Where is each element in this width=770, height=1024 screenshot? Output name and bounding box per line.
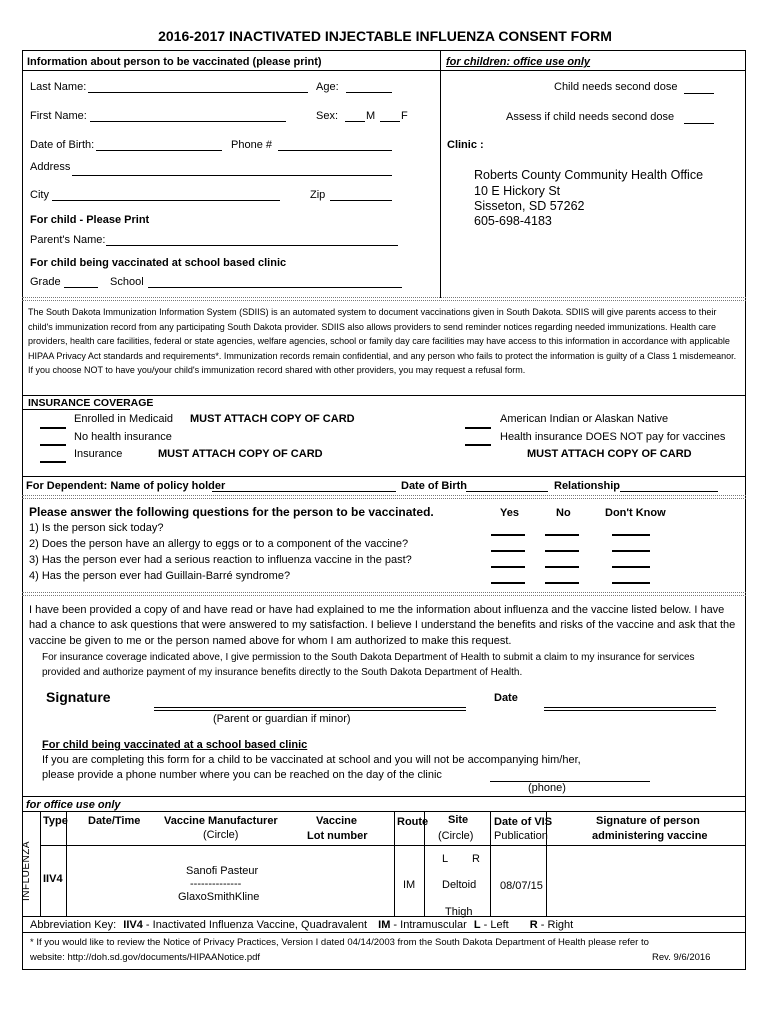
consent-text: I have been provided a copy of and have read or have had explained to me the information about influenza and the vaccine listed below. I have had a chance to ask questions that were answered to my satisfaction. I believe I understand the benefits and risks of the vaccine and ask that the vaccine be given to me or the person named above for whom I am authorized to make this request.: [29, 604, 736, 647]
last-name-input[interactable]: [88, 92, 308, 93]
relationship-label: Relationship: [554, 480, 621, 492]
header-signature: Signature of person: [596, 815, 700, 827]
clinic-phone: 605-698-4183: [474, 214, 552, 228]
header-manufacturer: Vaccine Manufacturer: [164, 815, 278, 827]
dependent-top-rule: [22, 476, 746, 477]
col-sep-vis: [490, 811, 491, 917]
question-3: 3) Has the person ever had a serious reaction to influenza vaccine in the past?: [29, 554, 412, 566]
age-label: Age:: [316, 81, 339, 93]
sex-f-input[interactable]: [380, 121, 400, 122]
phone-label: Phone #: [231, 139, 272, 151]
header-manufacturer-sub: (Circle): [203, 829, 239, 841]
q2-yes[interactable]: [491, 550, 525, 552]
yes-header: Yes: [500, 507, 519, 519]
q1-dont-know[interactable]: [612, 534, 650, 536]
col-sep-type: [40, 811, 41, 917]
abbrev-iiv4: IIV4: [123, 919, 143, 931]
address-input[interactable]: [72, 175, 392, 176]
header-lot-number: Lot number: [307, 830, 368, 842]
person-section-header: Information about person to be vaccinated (please print): [27, 56, 322, 68]
section-divider: [440, 50, 441, 298]
must-attach-no-pay: MUST ATTACH COPY OF CARD: [527, 448, 692, 460]
date-input[interactable]: [544, 707, 716, 711]
second-dose-label: Child needs second dose: [554, 81, 678, 93]
sex-label: Sex:: [316, 110, 339, 122]
row-site-right[interactable]: R: [472, 853, 480, 865]
q2-no[interactable]: [545, 550, 579, 552]
insurance-header: INSURANCE COVERAGE: [28, 397, 154, 409]
dob-label: Date of Birth:: [30, 139, 95, 151]
influenza-side-label: INFLUENZA: [21, 840, 32, 902]
header-vaccine: Vaccine: [316, 815, 357, 827]
row-manufacturer-2[interactable]: GlaxoSmithKline: [178, 891, 260, 903]
assess-second-dose-input[interactable]: [684, 123, 714, 124]
consent-insurance-text: For insurance coverage indicated above, I give permission to the South Dakota Department of Health to submit a claim to my insurance for services provided and authorize payment of my insurance benefits directly to the South Dakota Department of Health.: [42, 652, 695, 679]
dont-know-header: Don't Know: [605, 507, 666, 519]
abbrev-iiv4-text: - Inactivated Influenza Vaccine, Quadravalent: [142, 919, 368, 931]
row-site-deltoid[interactable]: Deltoid: [442, 879, 477, 891]
school-clinic-subheader: For child being vaccinated at a school based clinic: [42, 739, 308, 751]
abbrev-im: IM: [378, 919, 391, 931]
row-manufacturer-1[interactable]: Sanofi Pasteur: [186, 865, 259, 877]
dob-input[interactable]: [96, 150, 222, 151]
dependent-dob-label: Date of Birth: [401, 480, 467, 492]
medicaid-checkline[interactable]: [40, 427, 66, 429]
q1-no[interactable]: [545, 534, 579, 536]
must-attach-insurance: MUST ATTACH COPY OF CARD: [158, 448, 323, 460]
vaccine-table-header-rule: [40, 845, 746, 846]
relationship-input[interactable]: [620, 491, 718, 492]
header-site-sub: (Circle): [438, 830, 474, 842]
city-label: City: [30, 189, 49, 201]
signature-label: Signature: [46, 689, 111, 705]
privacy-notice: * If you would like to review the Notice of Privacy Practices, Version I dated 04/14/2003 from the South Dakota Department of Health please refer to: [30, 937, 649, 948]
insurance-checkline[interactable]: [40, 461, 66, 463]
header-signature-sub: administering vaccine: [592, 830, 708, 842]
header-vis-sub: Publication: [494, 830, 548, 842]
grade-input[interactable]: [64, 287, 98, 288]
second-dose-input[interactable]: [684, 93, 714, 94]
american-indian-checkline[interactable]: [465, 427, 491, 429]
no-insurance-checkline[interactable]: [40, 444, 66, 446]
insurance-label: Insurance: [74, 448, 123, 460]
abbrev-r: R: [529, 919, 538, 931]
col-sep-route: [394, 811, 395, 917]
zip-label: Zip: [310, 189, 326, 201]
row-manufacturer-sep: --------------: [190, 878, 242, 890]
q2-dont-know[interactable]: [612, 550, 650, 552]
must-attach-medicaid: MUST ATTACH COPY OF CARD: [190, 413, 355, 425]
q4-yes[interactable]: [491, 582, 525, 584]
form-title: 2016-2017 INACTIVATED INJECTABLE INFLUENZA CONSENT FORM: [158, 28, 612, 44]
abbrev-label: Abbreviation Key:: [30, 919, 117, 931]
row-type: IIV4: [43, 873, 63, 885]
header-rule-right: [440, 70, 746, 71]
address-label: Address: [30, 161, 71, 173]
row-route: IM: [403, 879, 416, 891]
phone-contact-input[interactable]: [490, 781, 650, 782]
age-input[interactable]: [346, 92, 392, 93]
header-rule: [22, 70, 440, 71]
office-use-caption: for office use only: [26, 799, 121, 811]
dependent-label: For Dependent: Name of policy holder: [26, 480, 226, 492]
zip-input[interactable]: [330, 200, 392, 201]
grade-label: Grade: [30, 276, 61, 288]
no-header: No: [556, 507, 571, 519]
header-site: Site: [448, 814, 469, 826]
abbreviation-key: [30, 919, 573, 931]
city-input[interactable]: [52, 200, 280, 201]
question-4: 4) Has the person ever had Guillain-Barré syndrome?: [29, 570, 291, 582]
row-vis-date: 08/07/15: [500, 880, 543, 892]
footer-rule: [22, 932, 746, 933]
header-route: Route: [397, 816, 429, 828]
clinic-city: Sisseton, SD 57262: [474, 199, 585, 213]
assess-second-dose-label: Assess if child needs second dose: [506, 111, 675, 123]
sex-m-input[interactable]: [345, 121, 365, 122]
signature-input[interactable]: [154, 707, 466, 711]
question-2: 2) Does the person have an allergy to eggs or to a component of the vaccine?: [29, 538, 409, 550]
school-input[interactable]: [148, 287, 402, 288]
parent-name-label: Parent's Name:: [30, 234, 106, 246]
question-1: 1) Is the person sick today?: [29, 522, 164, 534]
parent-name-input[interactable]: [106, 245, 398, 246]
clinic-name: Roberts County Community Health Office: [474, 168, 704, 182]
sdiis-text: The South Dakota Immunization Information System (SDIIS) is an automated system to document vaccinations given in South Dakota. SDIIS will give parents access to their child's immunization record from any participating South Dakota provider. SDIIS also allows providers to send reminder notices regarding needed immunizations. Health care providers, health care facilities, federal or state agencies, welfare agencies, school or family day care facilities may have access to this information in accordance with applicable HIPAA Privacy Act standards and requirements*. Immunization records remain confidential, and any person who fails to protect the information is guilty of a Class 1 misdemeanor. If you choose NOT to have you/your child's immunization record shared with other providers, you may request a refusal form.: [28, 307, 737, 376]
q3-dont-know[interactable]: [612, 566, 650, 568]
no-insurance-label: No health insurance: [74, 431, 172, 443]
no-pay-label: Health insurance DOES NOT pay for vaccines: [500, 431, 726, 443]
policy-holder-input[interactable]: [212, 491, 396, 492]
insurance-top-rule: [22, 395, 746, 396]
dependent-dob-input[interactable]: [466, 491, 548, 492]
medicaid-label: Enrolled in Medicaid: [74, 413, 174, 425]
school-clinic-text: If you are completing this form for a child to be vaccinated at school and you will not be accompanying him/her, please provide a phone number where you can be reached on the day of the clinic: [42, 754, 581, 782]
last-name-label: Last Name:: [30, 81, 87, 93]
q4-no[interactable]: [545, 582, 579, 584]
school-clinic-header: For child being vaccinated at school based clinic: [30, 257, 287, 269]
abbrev-r-text: - Right: [537, 919, 574, 931]
q3-no[interactable]: [545, 566, 579, 568]
header-vis-date: Date of VIS: [494, 816, 553, 828]
q1-yes[interactable]: [491, 534, 525, 536]
american-indian-label: American Indian or Alaskan Native: [500, 413, 669, 425]
sex-f-label: F: [401, 110, 408, 122]
revision-date: Rev. 9/6/2016: [652, 952, 711, 963]
phone-contact-label: (phone): [528, 782, 566, 794]
header-date-time: Date/Time: [88, 815, 141, 827]
clinic-street: 10 E Hickory St: [474, 184, 561, 198]
clinic-label: Clinic :: [447, 139, 484, 151]
school-label: School: [110, 276, 144, 288]
parent-guardian-note: (Parent or guardian if minor): [213, 713, 351, 725]
abbrev-im-text: - Intramuscular: [390, 919, 467, 931]
q3-yes[interactable]: [491, 566, 525, 568]
child-print-label: For child - Please Print: [30, 214, 150, 226]
office-use-header: for children: office use only: [446, 56, 591, 68]
section-separator: [22, 297, 746, 301]
no-pay-checkline[interactable]: [465, 444, 491, 446]
q4-dont-know[interactable]: [612, 582, 650, 584]
phone-input[interactable]: [278, 150, 392, 151]
row-site-left[interactable]: L: [442, 853, 449, 865]
questions-header: Please answer the following questions for the person to be vaccinated.: [29, 505, 434, 519]
date-label: Date: [494, 692, 518, 704]
sex-m-label: M: [366, 110, 376, 122]
header-type: Type: [43, 815, 68, 827]
office-table-top-rule: [22, 796, 746, 797]
first-name-input[interactable]: [90, 121, 286, 122]
section-separator-2: [22, 495, 746, 499]
privacy-website[interactable]: website: http://doh.sd.gov/documents/HIPAANotice.pdf: [30, 952, 261, 963]
abbrev-l-text: - Left: [480, 919, 509, 931]
section-separator-3: [22, 592, 746, 596]
first-name-label: First Name:: [30, 110, 87, 122]
insurance-header-rule: [22, 409, 130, 410]
abbrev-l: L: [473, 919, 481, 931]
row-site-thigh[interactable]: Thigh: [445, 906, 473, 918]
